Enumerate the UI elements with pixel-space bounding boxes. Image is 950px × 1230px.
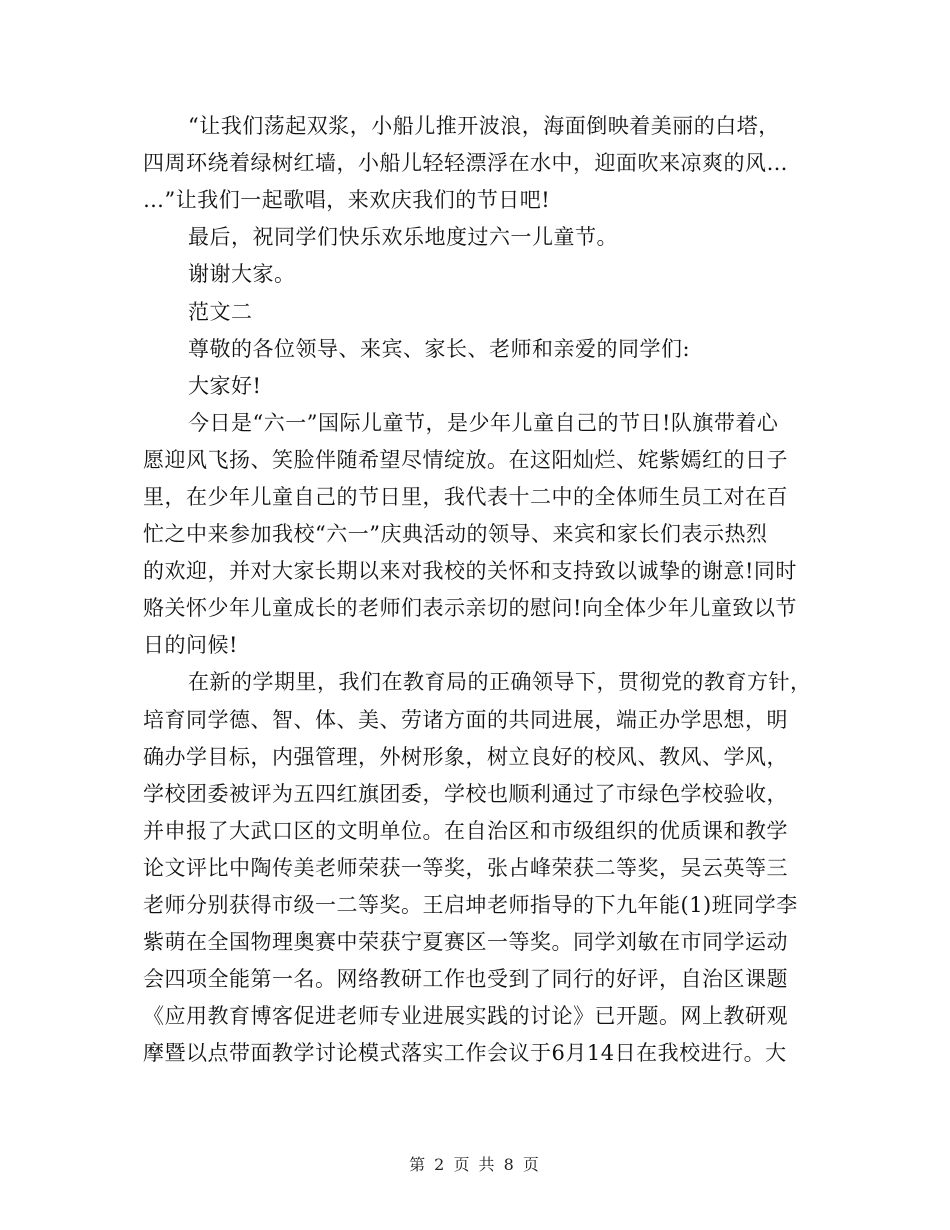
- text-line: 紫萌在全国物理奥赛中荣获宁夏赛区一等奖。同学刘敏在市同学运动: [143, 930, 788, 954]
- text-line: 在新的学期里，我们在教育局的正确领导下，贯彻党的教育方针，: [188, 670, 812, 694]
- greeting: 大家好!: [188, 374, 262, 398]
- text-line: 谢谢大家。: [188, 262, 296, 286]
- text-line: 日的问候!: [143, 633, 238, 657]
- text-line: 老师分别获得市级一二等奖。王启坤老师指导的下九年能(1)班同学李: [143, 893, 798, 917]
- text-line: 摩暨以点带面教学讨论模式落实工作会议于6月14日在我校进行。大: [143, 1041, 787, 1065]
- text-line: 愿迎风飞扬、笑脸伴随希望尽情绽放。在这阳灿烂、姹紫嫣红的日子: [143, 448, 788, 472]
- text-line: 忙之中来参加我校“六一”庆典活动的领导、来宾和家长们表示热烈: [143, 522, 768, 546]
- text-line: 会四项全能第一名。网络教研工作也受到了同行的好评，自治区课题: [143, 967, 788, 991]
- text-line: 今日是“六一”国际儿童节，是少年儿童自己的节日!队旗带着心: [188, 411, 779, 435]
- text-line: 培育同学德、智、体、美、劳诸方面的共同进展，端正办学思想，明: [143, 708, 788, 732]
- page-number-footer: 第 2 页 共 8 页: [409, 1155, 541, 1174]
- text-line: 赂关怀少年儿童成长的老师们表示亲切的慰问!向全体少年儿童致以节: [143, 596, 797, 620]
- text-line: 里，在少年儿童自己的节日里，我代表十二中的全体师生员工对在百: [143, 485, 788, 509]
- text-line: 学校团委被评为五四红旗团委，学校也顺利通过了市绿色学校验收，: [143, 782, 788, 806]
- text-line: 四周环绕着绿树红墙，小船儿轻轻漂浮在水中，迎面吹来凉爽的风…: [143, 151, 788, 175]
- text-line: “让我们荡起双浆，小船儿推开波浪，海面倒映着美丽的白塔，: [188, 114, 780, 138]
- text-line: 的欢迎，并对大家长期以来对我校的关怀和支持致以诚挚的谢意!同时: [143, 559, 797, 583]
- salutation: 尊敬的各位领导、来宾、家长、老师和亲爱的同学们:: [188, 337, 691, 361]
- text-line: 最后，祝同学们快乐欢乐地度过六一儿童节。: [188, 225, 618, 249]
- text-line: 并申报了大武口区的文明单位。在自治区和市级组织的优质课和教学: [143, 819, 788, 843]
- section-heading: 范文二: [188, 300, 253, 324]
- text-line: 确办学目标，内强管理，外树形象，树立良好的校风、教风、学风，: [143, 745, 788, 769]
- text-line: 论文评比中陶传美老师荣获一等奖，张占峰荣获二等奖，吴云英等三: [143, 856, 788, 880]
- text-line: …”让我们一起歌唱，来欢庆我们的节日吧!: [143, 188, 551, 212]
- text-line: 《应用教育博客促进老师专业进展实践的讨论》已开题。网上教研观: [143, 1004, 788, 1028]
